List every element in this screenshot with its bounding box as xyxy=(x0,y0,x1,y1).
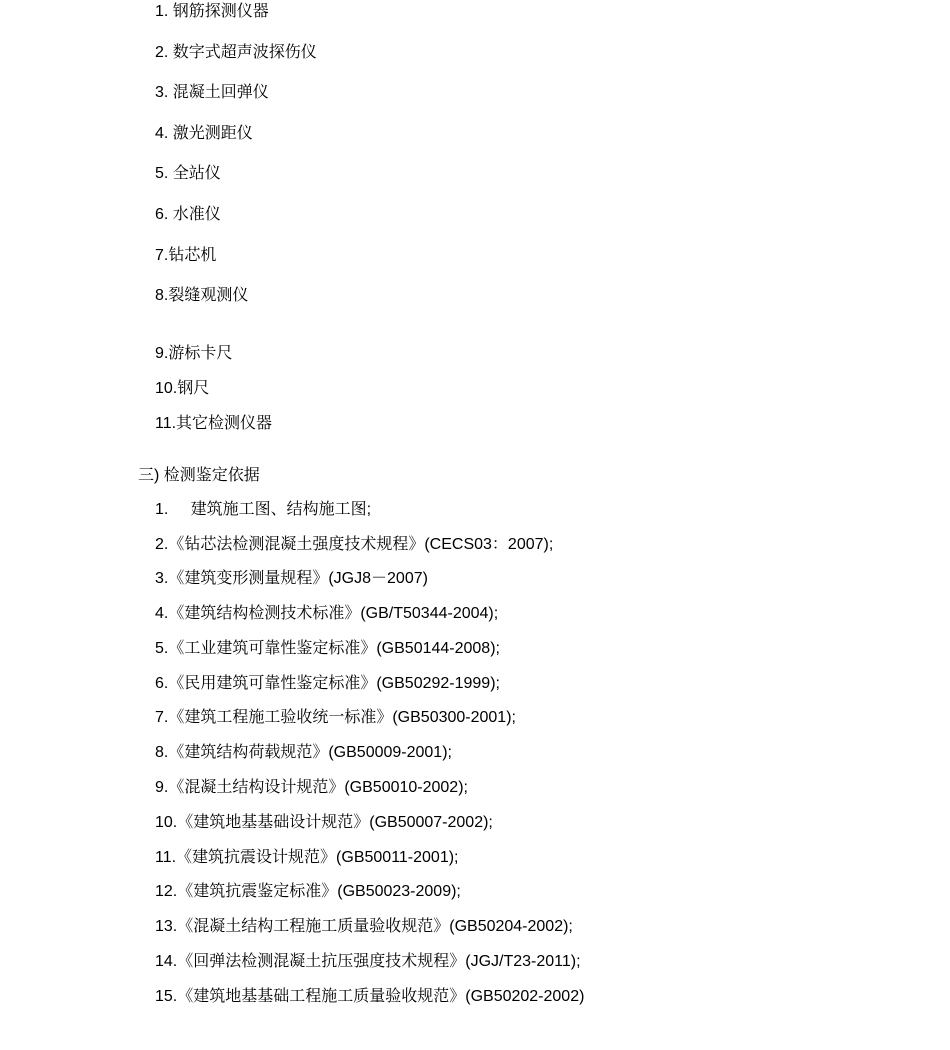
basis-item: 9.《混凝土结构设计规范》(GB50010-2002); xyxy=(155,779,468,796)
basis-item: 6.《民用建筑可靠性鉴定标准》(GB50292-1999); xyxy=(155,675,500,692)
section-heading: 三) 检测鉴定依据 xyxy=(138,467,260,484)
basis-item: 2.《钻芯法检测混凝土强度技术规程》(CECS03：2007); xyxy=(155,536,554,553)
basis-item: 15.《建筑地基基础工程施工质量验收规范》(GB50202-2002) xyxy=(155,988,585,1005)
instrument-item: 4. 激光测距仪 xyxy=(155,125,253,142)
basis-item: 10.《建筑地基基础设计规范》(GB50007-2002); xyxy=(155,814,493,831)
basis-item: 11.《建筑抗震设计规范》(GB50011-2001); xyxy=(155,849,459,866)
instrument-item: 6. 水准仪 xyxy=(155,206,221,223)
basis-item: 8.《建筑结构荷载规范》(GB50009-2001); xyxy=(155,744,452,761)
basis-item: 13.《混凝土结构工程施工质量验收规范》(GB50204-2002); xyxy=(155,918,573,935)
basis-item: 14.《回弹法检测混凝土抗压强度技术规程》(JGJ/T23-2011); xyxy=(155,953,581,970)
basis-item: 12.《建筑抗震鉴定标准》(GB50023-2009); xyxy=(155,883,461,900)
basis-item: 5.《工业建筑可靠性鉴定标准》(GB50144-2008); xyxy=(155,640,500,657)
instrument-item: 5. 全站仪 xyxy=(155,165,221,182)
instrument-item: 7.钻芯机 xyxy=(155,247,217,264)
basis-item: 1. 建筑施工图、结构施工图; xyxy=(155,501,372,518)
instrument-item: 8.裂缝观测仪 xyxy=(155,287,249,304)
instrument-item: 10.钢尺 xyxy=(155,380,210,397)
instrument-item: 9.游标卡尺 xyxy=(155,345,233,362)
instrument-item: 3. 混凝土回弹仪 xyxy=(155,84,269,101)
basis-item: 3.《建筑变形测量规程》(JGJ8－2007) xyxy=(155,570,428,587)
instrument-item: 1. 钢筋探测仪器 xyxy=(155,3,269,20)
instrument-item: 11.其它检测仪器 xyxy=(155,415,273,432)
instrument-item: 2. 数字式超声波探伤仪 xyxy=(155,44,317,61)
basis-item: 7.《建筑工程施工验收统一标准》(GB50300-2001); xyxy=(155,709,516,726)
basis-item: 4.《建筑结构检测技术标准》(GB/T50344-2004); xyxy=(155,605,499,622)
